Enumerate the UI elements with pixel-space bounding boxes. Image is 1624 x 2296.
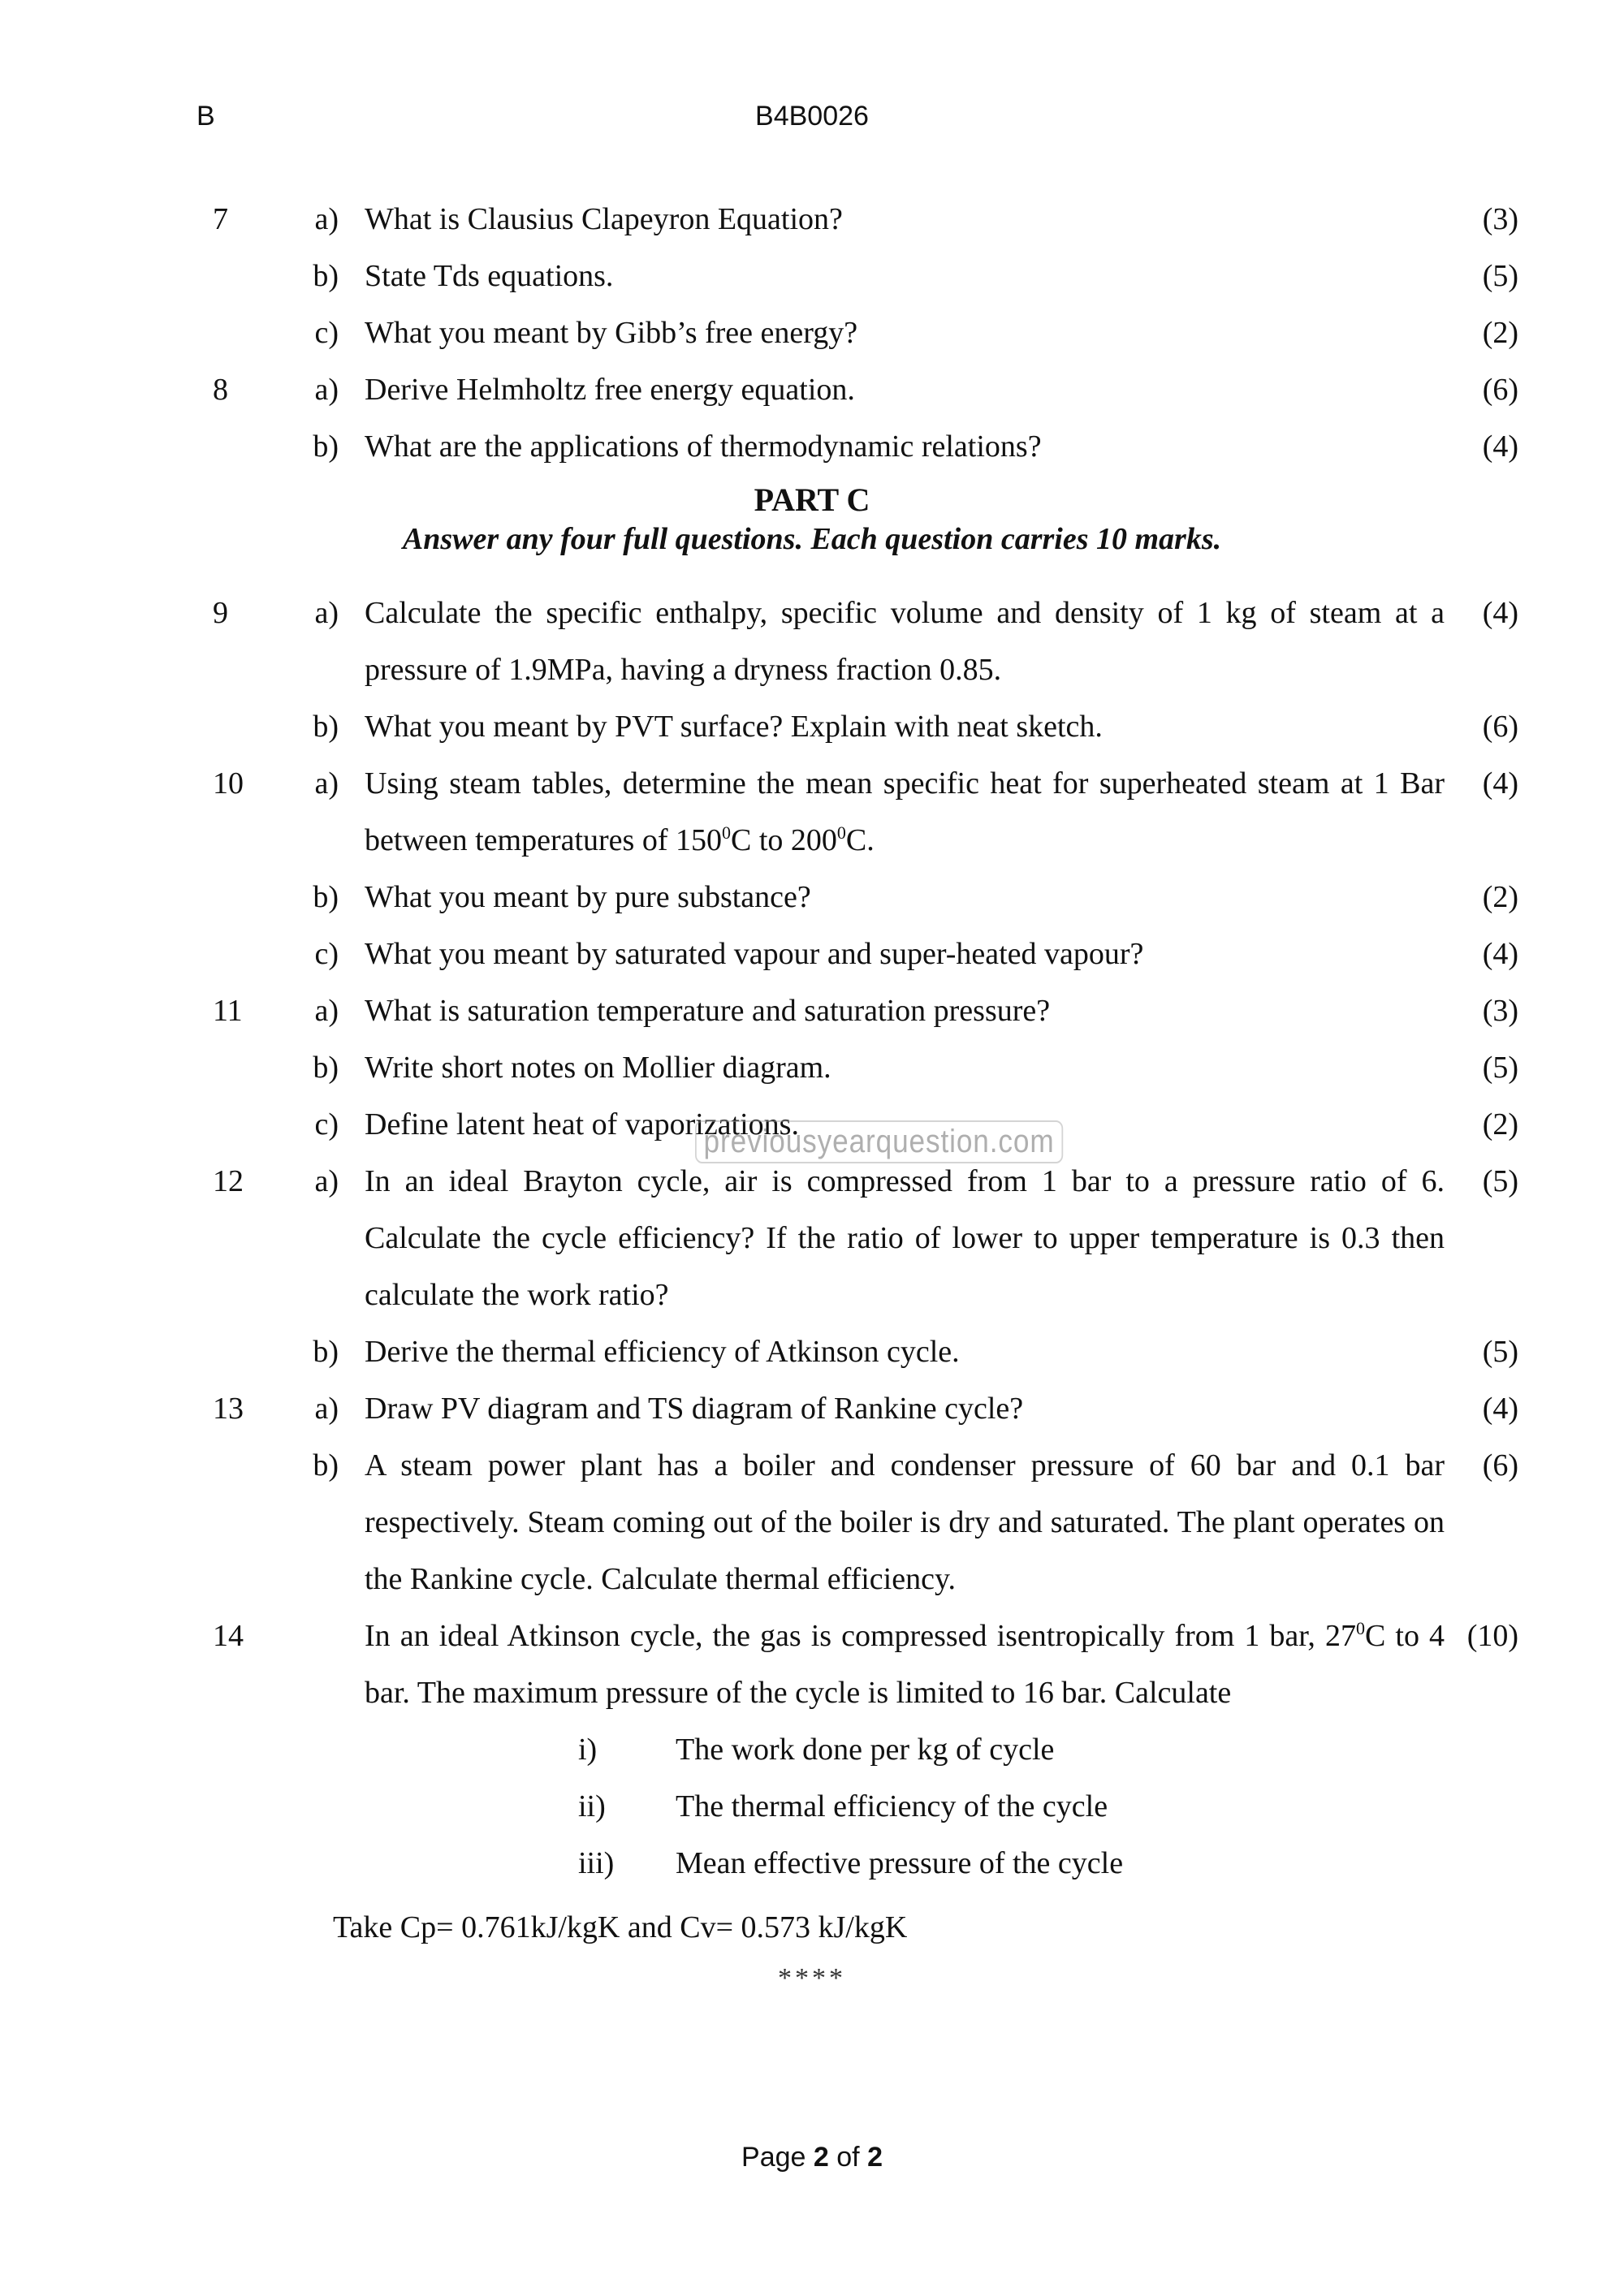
sub-question-label: b) — [313, 429, 339, 464]
question-number — [203, 869, 278, 926]
question-number: 12 — [213, 1164, 244, 1198]
question-text: State Tds equations. — [365, 259, 614, 293]
question-row — [203, 1437, 1518, 1608]
question-marks: (3) — [1482, 202, 1518, 236]
sub-question-label: a) — [314, 994, 339, 1028]
question-row — [203, 1153, 1518, 1323]
question-text: What is saturation temperature and saturation pressure? — [365, 994, 1051, 1028]
question-text: Draw PV diagram and TS diagram of Rankine cycle? — [365, 1392, 1024, 1426]
question-number: 14 — [213, 1619, 244, 1653]
current-page: 2 — [813, 2142, 829, 2173]
question-number — [203, 1039, 278, 1096]
question-text-part: In an ideal Atkinson cycle, the gas is compressed isentropically from 1 bar, 27 — [365, 1619, 1356, 1653]
question-text-part: C to 4 bar. The maximum pressure of the cycle is limited to 16 bar. Calculate — [365, 1619, 1445, 1710]
question-number: 13 — [213, 1392, 244, 1426]
question-text: What you meant by pure substance? — [365, 880, 811, 914]
question-row — [203, 585, 1518, 698]
question-marks: (10) — [1466, 1619, 1518, 1653]
question-number: 9 — [213, 596, 228, 630]
question-number: 10 — [213, 766, 244, 801]
question-marks: (4) — [1482, 1392, 1518, 1426]
question-text: What is Clausius Clapeyron Equation? — [365, 202, 843, 236]
sub-item-text: The thermal efficiency of the cycle — [676, 1789, 1108, 1823]
question-text: What you meant by PVT surface? Explain with neat sketch. — [365, 710, 1103, 744]
question-text: Calculate the specific enthalpy, specific volume and density of 1 kg of steam at a pressure of 1.9MPa, having a dryness fraction 0.85. — [365, 596, 1445, 687]
question-marks: (4) — [1482, 937, 1518, 971]
question-number — [203, 418, 278, 475]
question-row — [203, 698, 1518, 755]
part-title: PART C — [754, 481, 870, 518]
question-row — [203, 869, 1518, 926]
sub-question-label: b) — [313, 1051, 339, 1085]
question-text-part: Using steam tables, determine the mean specific heat for superheated steam at 1 Bar between temperatures of 150 — [365, 766, 1445, 857]
sub-question-label — [278, 1608, 365, 1721]
question-text-part: C to 200 — [731, 823, 837, 857]
question-text: What you meant by Gibb’s free energy? — [365, 316, 858, 350]
sub-question-label: a) — [314, 1164, 339, 1198]
question-row — [203, 1323, 1518, 1380]
question-text: A steam power plant has a boiler and condenser pressure of 60 bar and 0.1 bar respectively. Steam coming out of the boiler is dry and saturated. The plant operates on the Rankine cycle. Calculate thermal efficiency. — [365, 1448, 1445, 1596]
question-row — [203, 418, 1518, 475]
sub-question-label: c) — [314, 1107, 339, 1142]
question-text-part: C. — [845, 823, 875, 857]
question-row — [203, 755, 1518, 869]
sub-question-label: a) — [314, 596, 339, 630]
of-word: of — [836, 2142, 860, 2173]
question-marks: (2) — [1482, 880, 1518, 914]
question-number — [203, 1437, 278, 1608]
sub-question-label: a) — [314, 766, 339, 801]
given-values: Take Cp= 0.761kJ/kgK and Cv= 0.573 kJ/kgK — [333, 1910, 908, 1944]
sub-item — [578, 1835, 1123, 1892]
sub-question-label: a) — [314, 202, 339, 236]
degree-superscript: 0 — [836, 822, 846, 843]
question-row — [203, 248, 1518, 304]
watermark-logo: previousyearquestion.com — [695, 1120, 1063, 1163]
question-marks: (2) — [1482, 316, 1518, 350]
question-number — [203, 1096, 278, 1153]
question-marks: (5) — [1482, 1335, 1518, 1369]
question-number: 8 — [213, 373, 228, 407]
sub-item — [578, 1721, 1054, 1778]
question-text — [365, 1608, 1445, 1721]
question-marks: (4) — [1482, 596, 1518, 630]
sub-question-label: b) — [313, 1448, 339, 1482]
question-text: What are the applications of thermodynamic relations? — [365, 429, 1042, 464]
question-number — [203, 926, 278, 982]
question-marks: (5) — [1482, 259, 1518, 293]
question-number — [203, 248, 278, 304]
sub-question-label: b) — [313, 1335, 339, 1369]
sub-question-label: c) — [314, 316, 339, 350]
question-marks: (6) — [1482, 1448, 1518, 1482]
question-marks: (5) — [1482, 1164, 1518, 1198]
sub-question-label: b) — [313, 710, 339, 744]
question-marks: (5) — [1482, 1051, 1518, 1085]
sub-question-label: a) — [314, 1392, 339, 1426]
degree-superscript: 0 — [722, 822, 731, 843]
total-pages: 2 — [867, 2142, 883, 2173]
sub-item-number: ii) — [578, 1789, 606, 1823]
question-row — [203, 191, 1518, 248]
question-marks: (6) — [1482, 710, 1518, 744]
part-instruction: Answer any four full questions. Each question carries 10 marks. — [402, 522, 1222, 556]
sub-question-label: c) — [314, 937, 339, 971]
question-marks: (6) — [1482, 373, 1518, 407]
question-number — [203, 1323, 278, 1380]
question-marks: (4) — [1482, 429, 1518, 464]
end-of-paper-mark: **** — [778, 1963, 846, 1993]
sub-item-text: The work done per kg of cycle — [676, 1733, 1055, 1767]
question-row — [203, 1380, 1518, 1437]
question-text: Define latent heat of vaporizations. — [365, 1107, 799, 1142]
page-word: Page — [741, 2142, 806, 2173]
sub-item — [578, 1778, 1108, 1835]
question-number: 7 — [213, 202, 228, 236]
question-text: In an ideal Brayton cycle, air is compressed from 1 bar to a pressure ratio of 6. Calculate the cycle efficiency? If the ratio of lower to upper temperature is 0.3 then calculate the work ratio? — [365, 1164, 1445, 1312]
question-text: Derive Helmholtz free energy equation. — [365, 373, 855, 407]
sub-question-label: a) — [314, 373, 339, 407]
header-section-letter: B — [197, 101, 215, 132]
degree-superscript: 0 — [1355, 1618, 1365, 1638]
questions-part-b — [203, 191, 1518, 475]
question-number — [203, 698, 278, 755]
question-marks: (4) — [1482, 766, 1518, 801]
question-row — [203, 1608, 1518, 1721]
sub-item-number: i) — [578, 1733, 598, 1767]
question-marks: (3) — [1482, 994, 1518, 1028]
header-paper-code: B4B0026 — [755, 101, 869, 132]
question-number — [203, 304, 278, 361]
sub-question-label: b) — [313, 259, 339, 293]
question-text: What you meant by saturated vapour and super-heated vapour? — [365, 937, 1144, 971]
sub-question-label: b) — [313, 880, 339, 914]
sub-item-number: iii) — [578, 1846, 615, 1880]
page-footer — [0, 2142, 1624, 2173]
question-row — [203, 361, 1518, 418]
question-text — [365, 755, 1445, 869]
question-row — [203, 1039, 1518, 1096]
question-row — [203, 304, 1518, 361]
question-row — [203, 982, 1518, 1039]
question-text: Derive the thermal efficiency of Atkinson cycle. — [365, 1335, 960, 1369]
part-c-heading — [0, 481, 1624, 559]
question-text: Write short notes on Mollier diagram. — [365, 1051, 831, 1085]
question-marks: (2) — [1482, 1107, 1518, 1142]
sub-item-text: Mean effective pressure of the cycle — [676, 1846, 1124, 1880]
question-row — [203, 926, 1518, 982]
question-number: 11 — [213, 994, 243, 1028]
